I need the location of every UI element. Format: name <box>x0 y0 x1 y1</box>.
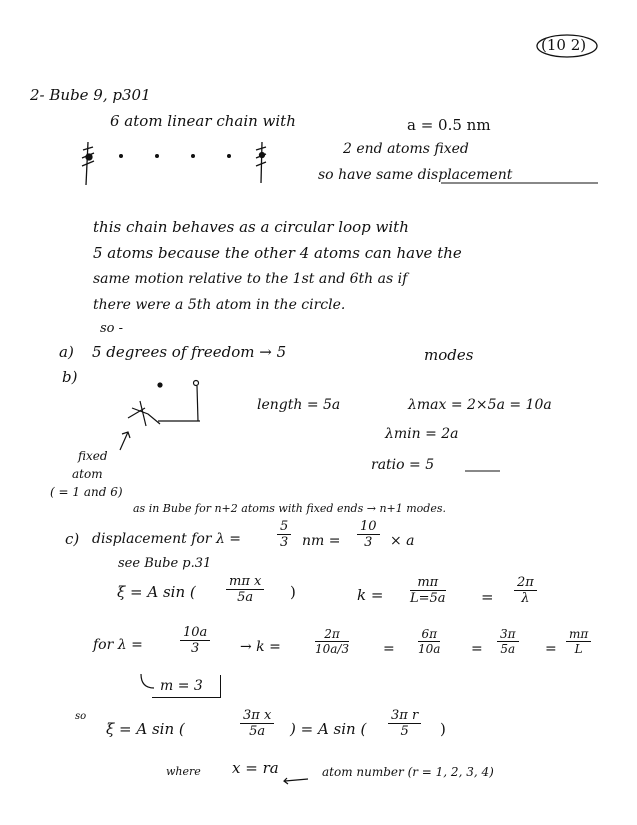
ten-thirds-fraction: $\frac{10}{3}$ <box>357 520 380 549</box>
atom-dot <box>155 154 159 158</box>
atom-dot <box>119 154 123 158</box>
xi-equation: ξ = A sin ( <box>117 583 196 601</box>
chain-atoms <box>119 154 231 158</box>
displacement-text: displacement for λ = <box>92 531 241 547</box>
atom-dot <box>227 154 231 158</box>
arrow-icon <box>284 778 308 784</box>
arrow-k: → k = <box>240 639 281 655</box>
equals-sign: = <box>545 641 557 657</box>
explanation-line: same motion relative to the 1st and 6th as if <box>93 271 408 287</box>
part-b-lambda-max: λmax = 2×5a = 10a <box>408 397 552 413</box>
page-number: (10 2) <box>541 36 587 54</box>
final-mid: ) = A sin ( <box>290 720 367 738</box>
problem-header: 2- Bube 9, p301 <box>30 86 151 104</box>
part-b-length: length = 5a <box>257 397 341 413</box>
part-a-label: a) <box>59 343 74 361</box>
bube-note: as in Bube for n+2 atoms with fixed ends → n+1 modes. <box>133 502 446 515</box>
final-close: ) <box>440 720 446 738</box>
loop-sketch-icon <box>120 381 200 451</box>
times-a: × a <box>390 533 415 549</box>
nm-equals: nm = <box>302 533 341 549</box>
setup-line: 6 atom linear chain with <box>110 112 296 130</box>
lattice-spacing: a = 0.5 nm <box>407 116 491 134</box>
left-fixed-end-icon <box>82 142 94 185</box>
ten-a-over-three: $\frac{10a}{3}$ <box>180 626 210 655</box>
k-fraction: $\frac{m\pi}{L=5a}$ <box>410 575 446 606</box>
part-a-modes: modes <box>424 346 474 364</box>
part-b-ratio: ratio = 5 <box>371 457 435 473</box>
explanation-line: this chain behaves as a circular loop with <box>93 218 409 236</box>
part-c-label: c) <box>65 530 80 548</box>
x-equals-ra: x = ra <box>232 759 279 777</box>
final-fraction-x: $\frac{\text{3π x}}{5a}$ <box>240 709 274 738</box>
fixed-atom-label: fixed <box>78 449 108 463</box>
part-b-label: b) <box>62 368 78 386</box>
fixed-atom-label: ( = 1 and 6) <box>50 485 123 499</box>
k-equals: k = <box>357 586 384 604</box>
explanation-line: there were a 5th atom in the circle. <box>93 297 346 313</box>
xi-fraction: $\frac{\text{mπ x}}{5a}$ <box>226 575 264 604</box>
final-xi: ξ = A sin ( <box>106 720 185 738</box>
part-a-text: 5 degrees of freedom → 5 <box>92 343 287 361</box>
equals-sign: = <box>481 588 494 606</box>
xi-close: ) <box>290 583 296 601</box>
so-label-final: so <box>75 711 87 722</box>
k-fraction-a: $\frac{2\pi}{10a/3}$ <box>315 627 350 656</box>
k-fraction-d: $\frac{m\pi}{L}$ <box>566 628 591 655</box>
fixed-note: 2 end atoms fixed <box>343 141 469 157</box>
lambda-fraction: $\frac{5}{3}$ <box>277 520 291 549</box>
for-lambda: for λ = <box>93 637 143 653</box>
equals-sign: = <box>471 641 483 657</box>
so-label: so - <box>100 321 124 336</box>
fixed-atom-label: atom <box>72 467 103 481</box>
same-displacement-note: so have same displacement <box>318 167 513 183</box>
atom-dot <box>191 154 195 158</box>
right-fixed-end-icon <box>256 142 266 183</box>
part-b-lambda-min: λmin = 2a <box>385 426 459 442</box>
see-bube: see Bube p.31 <box>118 556 212 571</box>
m-result: m = 3 <box>160 678 203 694</box>
explanation-line: 5 atoms because the other 4 atoms can have the <box>93 244 462 262</box>
two-pi-over-lambda: $\frac{2\pi}{\lambda}$ <box>514 576 537 605</box>
k-fraction-b: $\frac{6\pi}{10a}$ <box>418 627 441 656</box>
k-fraction-c: $\frac{3\pi}{5a}$ <box>497 628 519 655</box>
final-fraction-r: $\frac{\text{3π r}}{5}$ <box>388 709 421 738</box>
atom-number: atom number (r = 1, 2, 3, 4) <box>322 765 494 779</box>
equals-sign: = <box>383 641 395 657</box>
where-label: where <box>166 765 201 778</box>
